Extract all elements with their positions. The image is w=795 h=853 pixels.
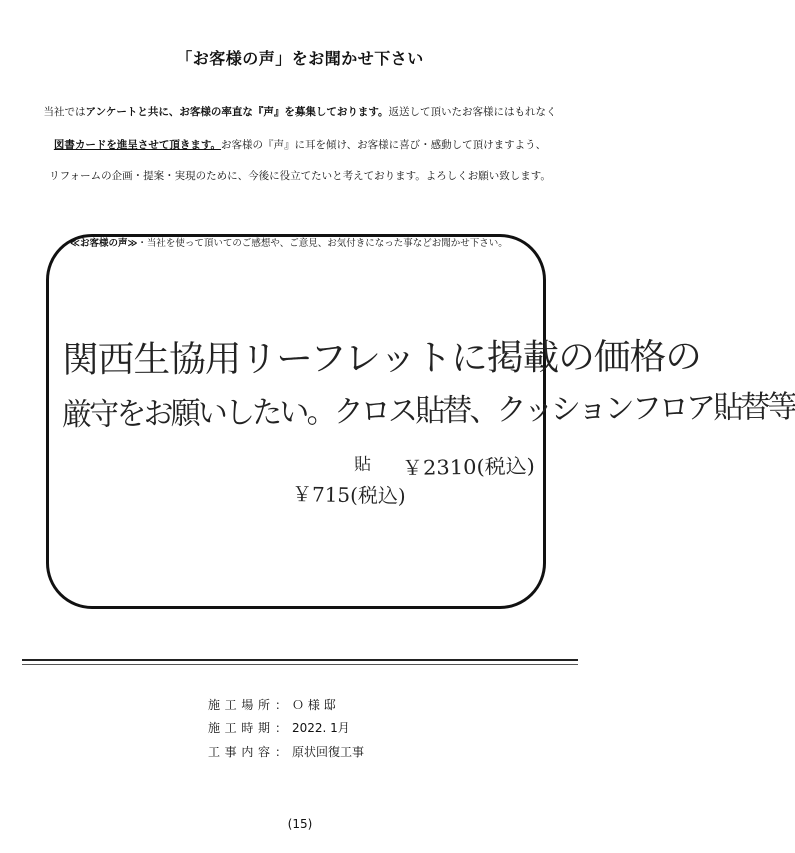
intro-line-1-b: アンケートと共に、お客様の率直な『声』を募集しております。	[85, 106, 389, 118]
intro-line-1	[40, 104, 560, 119]
intro-line-2	[40, 137, 560, 152]
location-label: 施工場所	[208, 698, 270, 712]
work-value: 原状回復工事	[292, 745, 365, 759]
date-label: 施工時期	[208, 721, 270, 735]
info-work	[208, 743, 364, 760]
date-separator: ：	[274, 721, 287, 735]
handwritten-line-4: ￥715(税込)	[291, 482, 406, 508]
location-separator: ：	[274, 698, 287, 712]
handwritten-comment	[46, 234, 795, 609]
page-title: 「お客様の声」をお聞かせ下さい	[176, 49, 424, 68]
date-value: 2022. 1月	[292, 721, 350, 735]
info-date	[208, 719, 350, 736]
location-value: Ｏ 様 邸	[292, 698, 336, 712]
info-location	[208, 696, 336, 713]
intro-line-2-b: お客様の『声』に耳を傾け、お客様に喜び・感動して頂けますよう、	[221, 139, 547, 151]
intro-line-2-a: 図書カードを進呈させて頂きます。	[53, 139, 222, 151]
page-number: (15)	[287, 817, 313, 831]
voice-header-text: ・当社を使って頂いてのご感想や、ご意見、お気付きになった事などお聞かせ下さい。	[137, 238, 508, 249]
intro-line-1-a: 当社では	[43, 106, 86, 118]
work-label: 工事内容	[208, 745, 270, 759]
handwritten-line-3a: 貼	[353, 454, 372, 475]
divider-thick	[22, 659, 578, 661]
intro-line-3: リフォームの企画・提案・実現のために、今後に役立てたいと考えております。よろしくお願い致します。	[49, 170, 551, 182]
handwritten-line-3b: ￥2310(税込)	[401, 453, 536, 480]
voice-header-title: ≪お客様の声≫	[70, 238, 138, 249]
handwritten-line-2: 厳守をお願いしたい。クロス貼替、クッションフロア貼替等	[61, 389, 795, 433]
work-separator: ：	[274, 745, 287, 759]
divider-thin	[22, 664, 578, 665]
handwritten-line-1: 関西生協用リーフレットに掲載の価格の	[61, 336, 702, 381]
intro-line-1-c: 返送して頂いたお客様にはもれなく	[388, 106, 557, 118]
